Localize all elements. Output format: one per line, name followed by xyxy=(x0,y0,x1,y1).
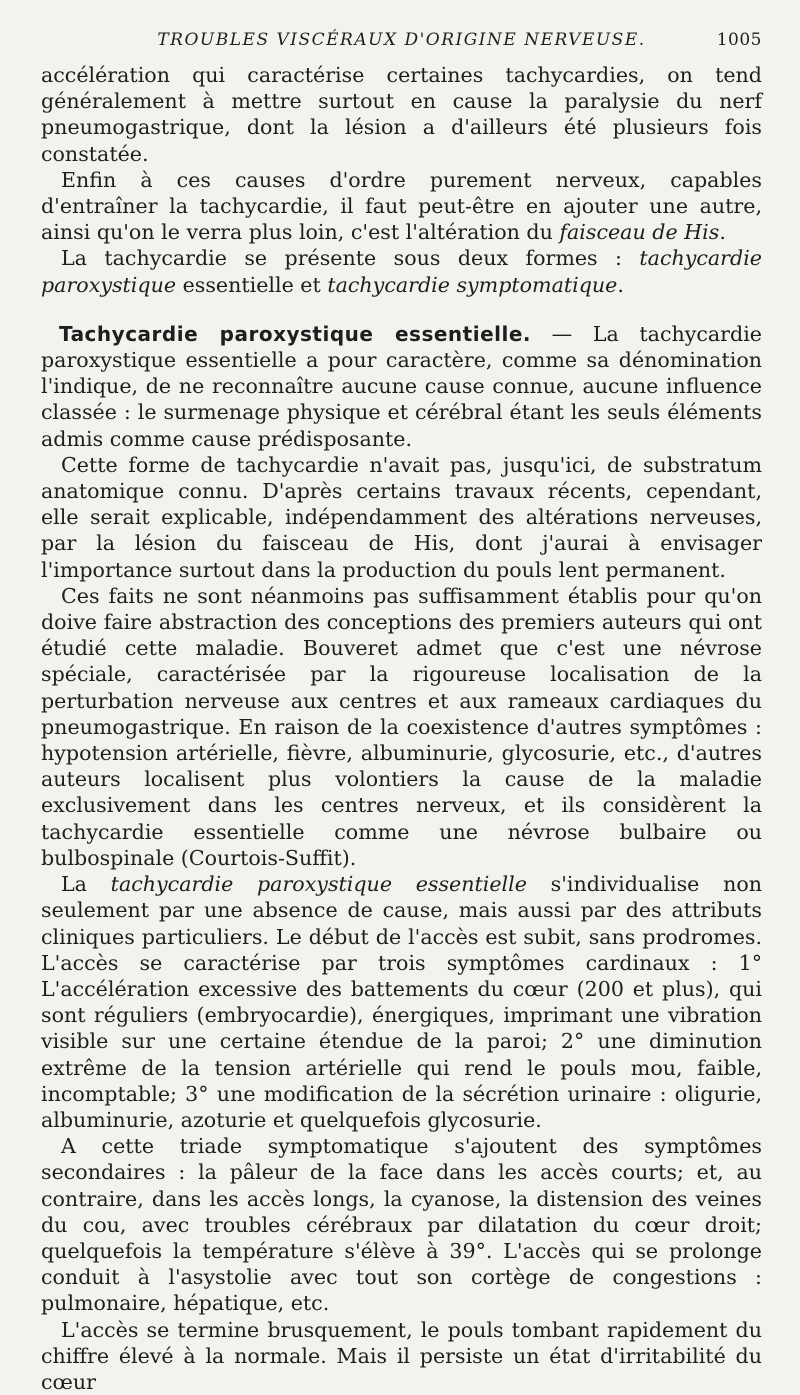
paragraph-text: La tachycardie se présente sous deux formes : xyxy=(61,246,640,271)
running-head: TROUBLES VISCÉRAUX D'ORIGINE NERVEUSE. xyxy=(157,30,646,50)
paragraph-text: s'individualise non seulement par une absence de cause, mais aussi par des attributs cliniques particuliers. Le début de l'accès est subit, sans prodromes. L'accès se caractérise par trois symptômes cardinaux : 1° L'accélération excessive des battements du cœur (200 et plus), qui sont réguliers (embryocardie), énergiques, imprimant une vibration visible sur une certaine étendue de la paroi; 2° une diminution extrême de la tension artérielle qui rend le pouls mou, faible, incomptable; 3° une modification de la sécrétion urinaire : oligurie, albuminurie, azoturie et quelquefois glycosurie. xyxy=(41,872,762,1132)
paragraph-text: . xyxy=(719,220,726,245)
page-header xyxy=(41,30,762,60)
paragraph xyxy=(41,871,762,1133)
emphasis: tachycardie symptomatique xyxy=(327,272,618,297)
emphasis: tachycardie paroxystique essentielle xyxy=(110,872,527,897)
page-number: 1005 xyxy=(716,30,762,50)
paragraph xyxy=(41,245,762,297)
section-paragraph xyxy=(41,321,762,452)
section-title: Tachycardie paroxystique essentielle. xyxy=(59,321,532,346)
paragraph: A cette triade symptomatique s'ajoutent des symptômes secondaires : la pâleur de la face dans les accès courts; et, au contraire, dans les accès longs, la cyanose, la distension des veines du cou, avec troubles cérébraux par dilatation du cœur droit; quelquefois la température s'élève à 39°. L'accès qui se prolonge conduit à l'asystolie avec tout son cortège de congestions : pulmonaire, hépatique, etc. xyxy=(41,1134,762,1316)
paragraph: L'accès se termine brusquement, le pouls tombant rapidement du chiffre élevé à la normale. Mais il persiste un état d'irritabilité du cœur xyxy=(41,1317,762,1394)
paragraph-text: Enfin à ces causes d'ordre purement nerveux, capables d'entraîner la tachycardie, il faut peut-être en ajouter une autre, ainsi qu'on le verra plus loin, c'est l'altération du xyxy=(41,167,762,245)
paragraph xyxy=(41,167,762,246)
emphasis: tachycardie paroxystique xyxy=(41,246,762,297)
paragraph: Cette forme de tachycardie n'avait pas, jusqu'ici, de substratum anatomique connu. D'après certains travaux récents, cependant, elle serait explicable, indépendamment des altérations nerveuses, par la lésion du faisceau de His, dont j'aurai à envisager l'importance surtout dans la production du pouls lent permanent. xyxy=(41,452,762,582)
paragraph-text: — La tachycardie paroxystique essentielle a pour caractère, comme sa dénomination l'indique, de ne reconnaître aucune cause connue, aucune influence classée : le surmenage physique et cérébral étant les seuls éléments admis comme cause prédisposante. xyxy=(41,321,762,451)
body-text xyxy=(41,62,762,1395)
paragraph-text: essentielle et xyxy=(176,272,328,297)
paragraph-text: . xyxy=(617,272,624,297)
paragraph-text: La xyxy=(61,872,111,897)
paragraph: accélération qui caractérise certaines tachycardies, on tend généralement à mettre surtout en cause la paralysie du nerf pneumogastrique, dont la lésion a d'ailleurs été plusieurs fois constatée. xyxy=(41,63,762,166)
paragraph: Ces faits ne sont néanmoins pas suffisamment établis pour qu'on doive faire abstraction des conceptions des premiers auteurs qui ont étudié cette maladie. Bouveret admet que c'est une névrose spéciale, caractérisée par la rigoureuse localisation de la perturbation nerveuse aux centres et aux rameaux cardiaques du pneumogastrique. En raison de la coexistence d'autres symptômes : hypotension artérielle, fièvre, albuminurie, glycosurie, etc., d'autres auteurs localisent plus volontiers la cause de la maladie exclusivement dans les centres nerveux, et ils considèrent la tachycardie essentielle comme une névrose bulbaire ou bulbospinale (Courtois-Suffit). xyxy=(41,583,762,870)
emphasis: faisceau de His xyxy=(559,220,720,245)
